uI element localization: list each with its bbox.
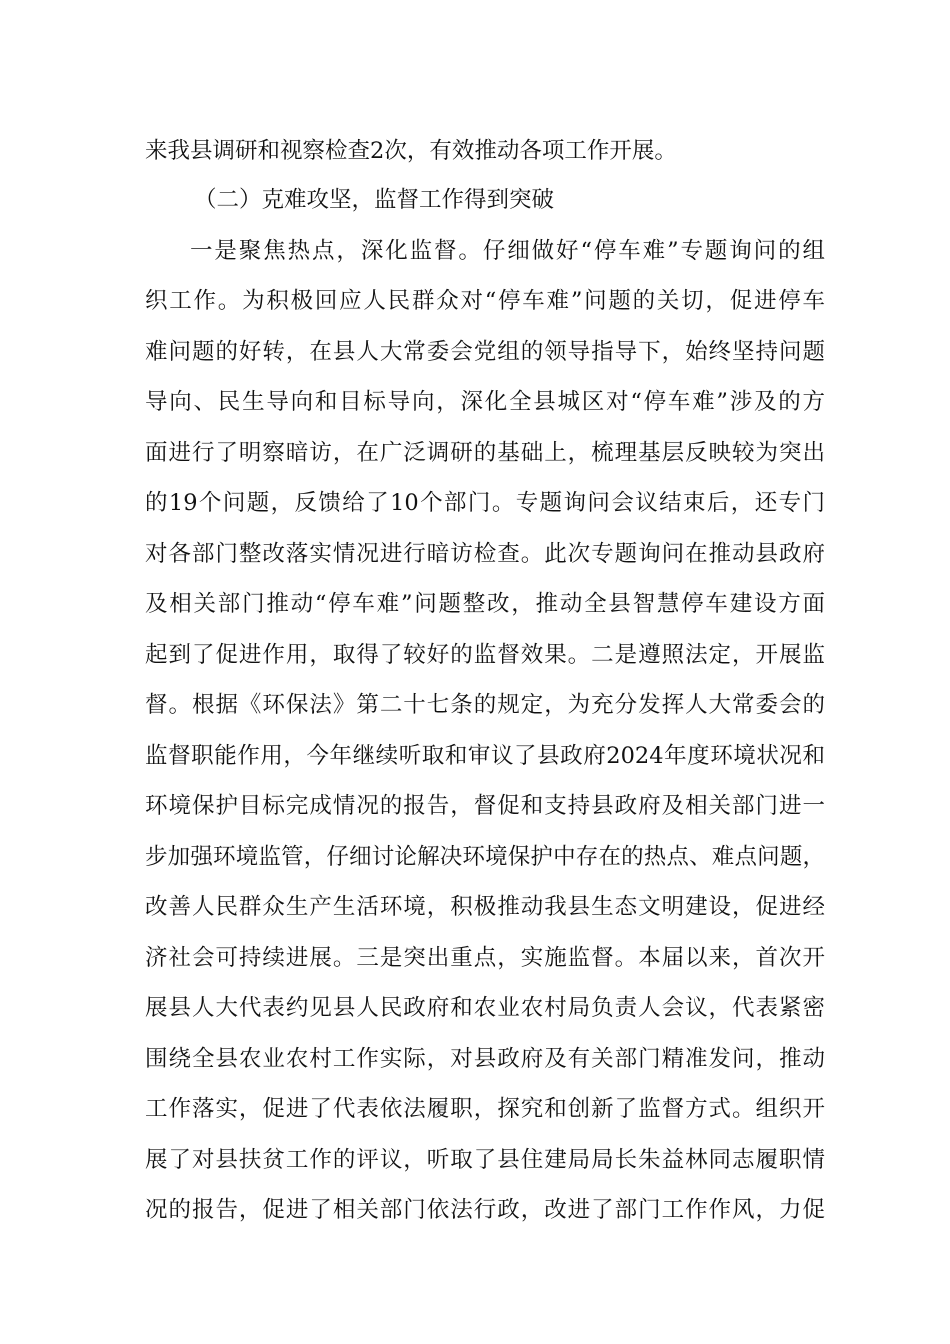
text-line: 展了对县扶贫工作的评议，听取了县住建局局长朱益林同志履职情 bbox=[145, 1147, 825, 1173]
text-line: 织工作。为积极回应人民群众对“停车难”问题的关切，促进停车 bbox=[145, 288, 825, 314]
text-line: 济社会可持续进展。三是突出重点，实施监督。本届以来，首次开 bbox=[145, 945, 825, 971]
text-line: 一是聚焦热点，深化监督。仔细做好“停车难”专题询问的组 bbox=[190, 238, 825, 264]
text-line: 况的报告，促进了相关部门依法行政，改进了部门工作作风，力促 bbox=[145, 1197, 825, 1223]
text-line: 导向、民生导向和目标导向，深化全县城区对“停车难”涉及的方 bbox=[145, 389, 825, 415]
text-line: 起到了促进作用，取得了较好的监督效果。二是遵照法定，开展监 bbox=[145, 642, 825, 668]
text-line: 监督职能作用，今年继续听取和审议了县政府2024年度环境状况和 bbox=[145, 743, 825, 769]
text-line: 步加强环境监管，仔细讨论解决环境保护中存在的热点、难点问题， bbox=[145, 844, 825, 870]
text-line: 来我县调研和视察检查2次，有效推动各项工作开展。 bbox=[145, 138, 677, 164]
text-line: 对各部门整改落实情况进行暗访检查。此次专题询问在推动县政府 bbox=[145, 541, 825, 567]
text-line: 改善人民群众生产生活环境，积极推动我县生态文明建设，促进经 bbox=[145, 894, 825, 920]
text-line: 展县人大代表约见县人民政府和农业农村局负责人会议，代表紧密 bbox=[145, 995, 825, 1021]
text-line: 及相关部门推动“停车难”问题整改，推动全县智慧停车建设方面 bbox=[145, 591, 825, 617]
text-line: 面进行了明察暗访，在广泛调研的基础上，梳理基层反映较为突出 bbox=[145, 440, 825, 466]
text-line: 督。根据《环保法》第二十七条的规定，为充分发挥人大常委会的 bbox=[145, 692, 825, 718]
text-line: 围绕全县农业农村工作实际，对县政府及有关部门精准发问，推动 bbox=[145, 1046, 825, 1072]
section-heading: （二）克难攻坚，监督工作得到突破 bbox=[194, 187, 555, 213]
text-line: 难问题的好转，在县人大常委会党组的领导指导下，始终坚持问题 bbox=[145, 339, 825, 365]
text-line: 环境保护目标完成情况的报告，督促和支持县政府及相关部门进一 bbox=[145, 793, 825, 819]
text-line: 工作落实，促进了代表依法履职，探究和创新了监督方式。组织开 bbox=[145, 1096, 825, 1122]
text-line: 的19个问题，反馈给了10个部门。专题询问会议结束后，还专门 bbox=[145, 490, 825, 516]
